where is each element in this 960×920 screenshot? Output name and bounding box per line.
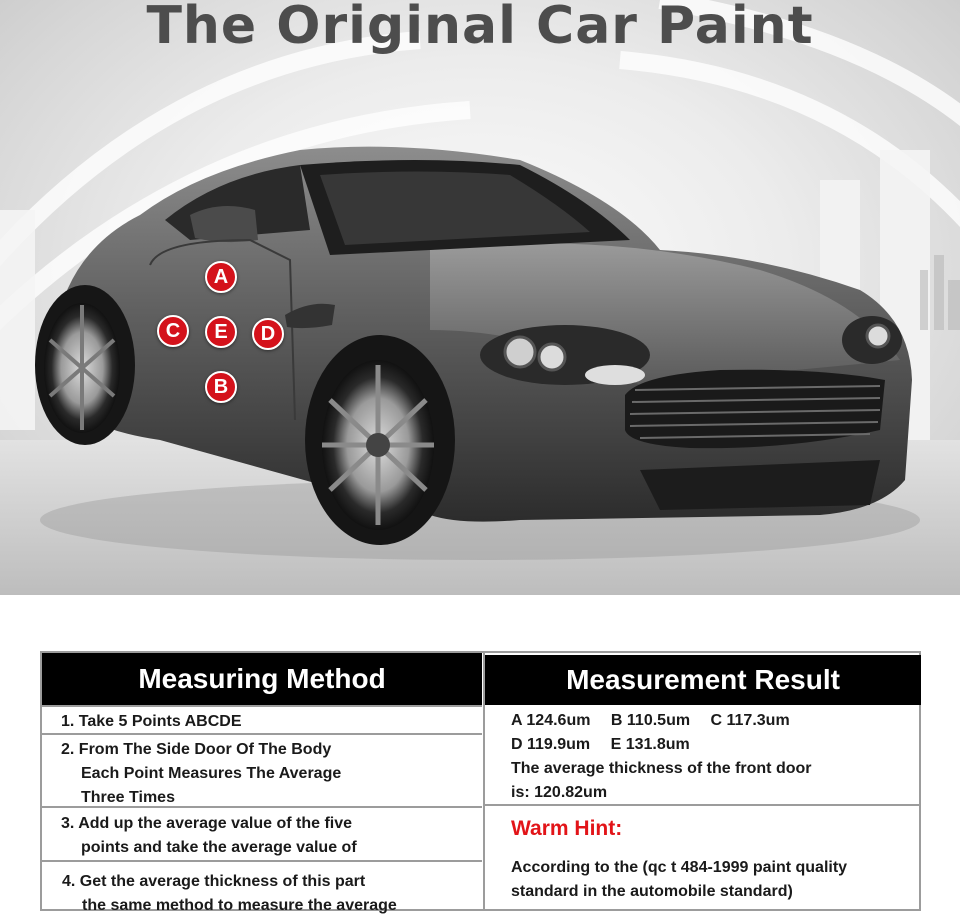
method-header: Measuring Method bbox=[42, 653, 482, 705]
warm-hint-body bbox=[511, 856, 847, 904]
point-e-value: E 131.8um bbox=[610, 736, 690, 753]
result-column bbox=[483, 653, 921, 909]
hint-text: According to the (qc t 484-1999 paint quality bbox=[511, 859, 848, 876]
result-row bbox=[511, 709, 812, 733]
step-text: points and take the average value of bbox=[81, 839, 357, 856]
measure-point-b: B bbox=[205, 371, 237, 403]
measurement-table bbox=[40, 651, 921, 914]
step-text: 4. Get the average thickness of this part bbox=[62, 873, 366, 890]
step-text: 1. Take 5 Points ABCDE bbox=[61, 713, 242, 730]
result-row bbox=[511, 733, 812, 757]
result-values bbox=[511, 709, 812, 805]
point-b-value: B 110.5um bbox=[610, 712, 691, 729]
step-text: Each Point Measures The Average bbox=[81, 765, 342, 782]
point-d-value: D 119.9um bbox=[511, 736, 591, 753]
step-text: Three Times bbox=[81, 789, 175, 806]
measure-point-a: A bbox=[205, 261, 237, 293]
divider bbox=[485, 804, 921, 806]
result-header: Measurement Result bbox=[485, 655, 921, 705]
summary-text: The average thickness of the front door bbox=[511, 760, 812, 777]
method-step-4 bbox=[42, 860, 482, 920]
method-step-1 bbox=[42, 705, 482, 735]
method-column bbox=[42, 653, 482, 914]
point-a-value: A 124.6um bbox=[511, 712, 591, 729]
step-text: the same method to measure the average bbox=[82, 897, 397, 914]
step-text: 3. Add up the average value of the five bbox=[61, 815, 353, 832]
step-text: 2. From The Side Door Of The Body bbox=[61, 741, 332, 758]
page-title: The Original Car Paint bbox=[146, 0, 814, 56]
hint-text: standard in the automobile standard) bbox=[511, 883, 793, 900]
measure-point-c: C bbox=[157, 315, 189, 347]
measure-point-d: D bbox=[252, 318, 284, 350]
summary-text: is: 120.82um bbox=[511, 784, 608, 801]
measure-point-e: E bbox=[205, 316, 237, 348]
warm-hint-title: Warm Hint: bbox=[511, 817, 623, 840]
point-c-value: C 117.3um bbox=[710, 712, 790, 729]
method-step-2 bbox=[42, 733, 482, 807]
method-step-3 bbox=[42, 806, 482, 862]
